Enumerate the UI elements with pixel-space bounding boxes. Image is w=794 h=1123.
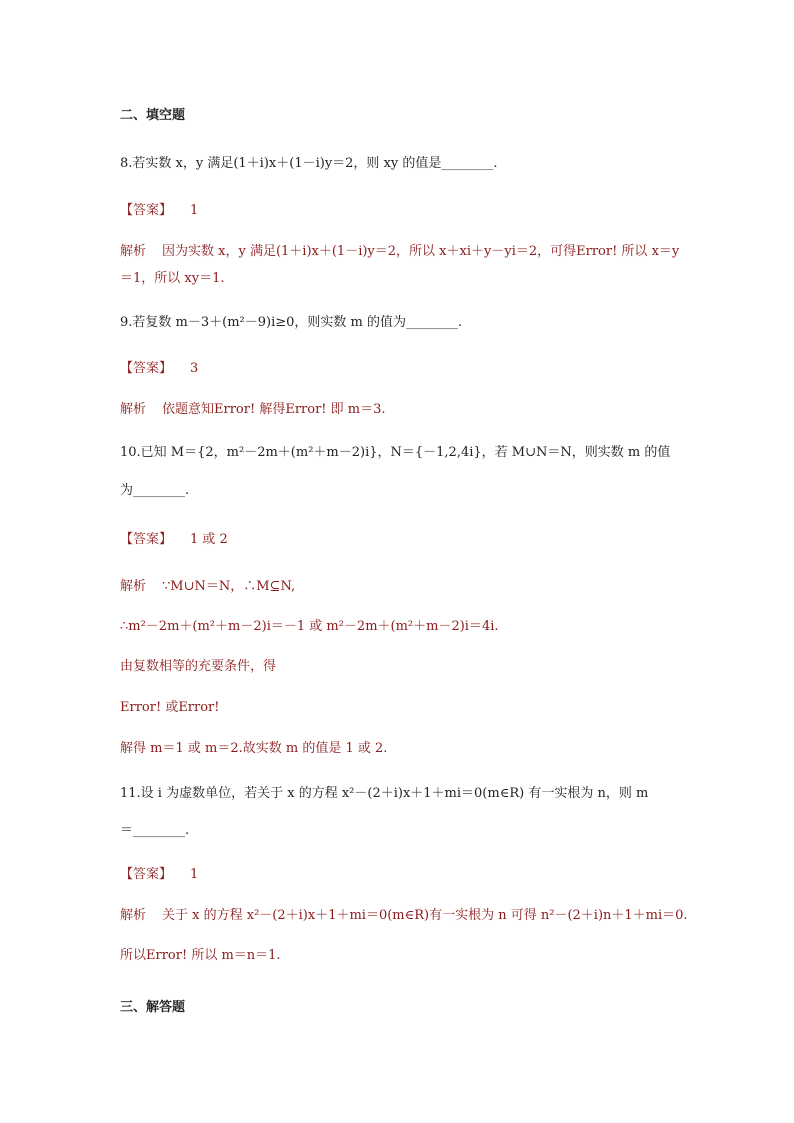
solution-text: ∵M∪N＝N，∴M⊆N,: [162, 579, 296, 594]
solution-8-line-1: [120, 243, 679, 261]
answer-tag: 【答案】: [120, 532, 173, 547]
answer-value: 1 或 2: [190, 532, 228, 547]
solution-text: 关于 x 的方程 x²－(2＋i)x＋1＋mi＝0(m∈R)有一实根为 n 可得 n²－(2＋i)n＋1＋mi＝0.: [162, 908, 688, 923]
solution-text: 依题意知Error! 解得Error! 即 m＝3.: [162, 402, 386, 417]
solution-11-line-2: 所以Error! 所以 m＝n＝1.: [120, 948, 281, 963]
answer-10: [120, 531, 228, 549]
question-10-line-1: 10.已知 M＝{2，m²－2m＋(m²＋m－2)i}，N＝{－1,2,4i}，若 M∪N＝N，则实数 m 的值: [120, 445, 671, 460]
question-8: 8.若实数 x，y 满足(1＋i)x＋(1－i)y＝2，则 xy 的值是________.: [120, 156, 498, 171]
solution-label: 解析: [120, 908, 147, 923]
answer-tag: 【答案】: [120, 867, 173, 882]
question-11-line-2: ＝________.: [120, 823, 190, 838]
answer-tag: 【答案】: [120, 361, 173, 376]
solution-10-line-2: ∴m²－2m＋(m²＋m－2)i＝－1 或 m²－2m＋(m²＋m－2)i＝4i.: [120, 619, 499, 634]
answer-value: 1: [190, 867, 199, 882]
section-heading-answer: 三、解答题: [120, 1000, 186, 1015]
question-11-line-1: 11.设 i 为虚数单位，若关于 x 的方程 x²－(2＋i)x＋1＋mi＝0(m∈R) 有一实根为 n，则 m: [120, 786, 649, 801]
answer-9: [120, 360, 198, 378]
solution-label: 解析: [120, 402, 147, 417]
solution-text: 因为实数 x，y 满足(1＋i)x＋(1－i)y＝2，所以 x＋xi＋y－yi＝2，可得Error! 所以 x＝y: [162, 244, 680, 259]
solution-10-line-5: 解得 m＝1 或 m＝2.故实数 m 的值是 1 或 2.: [120, 741, 388, 756]
answer-value: 3: [190, 361, 199, 376]
solution-10-line-4: Error! 或Error!: [120, 700, 220, 715]
answer-tag: 【答案】: [120, 203, 173, 218]
solution-9-line-1: [120, 401, 386, 419]
solution-8-line-2: ＝1，所以 xy＝1.: [120, 271, 225, 286]
solution-label: 解析: [120, 244, 147, 259]
section-heading-fill-blank: 二、填空题: [120, 108, 186, 123]
solution-label: 解析: [120, 579, 147, 594]
solution-10-line-3: 由复数相等的充要条件，得: [120, 659, 277, 674]
solution-11-line-1: [120, 907, 688, 925]
solution-10-line-1: [120, 578, 295, 596]
answer-11: [120, 866, 198, 884]
question-10-line-2: 为________.: [120, 483, 190, 498]
answer-8: [120, 202, 198, 220]
question-9: 9.若复数 m－3＋(m²－9)i≥0，则实数 m 的值为________.: [120, 315, 463, 330]
answer-value: 1: [190, 203, 199, 218]
